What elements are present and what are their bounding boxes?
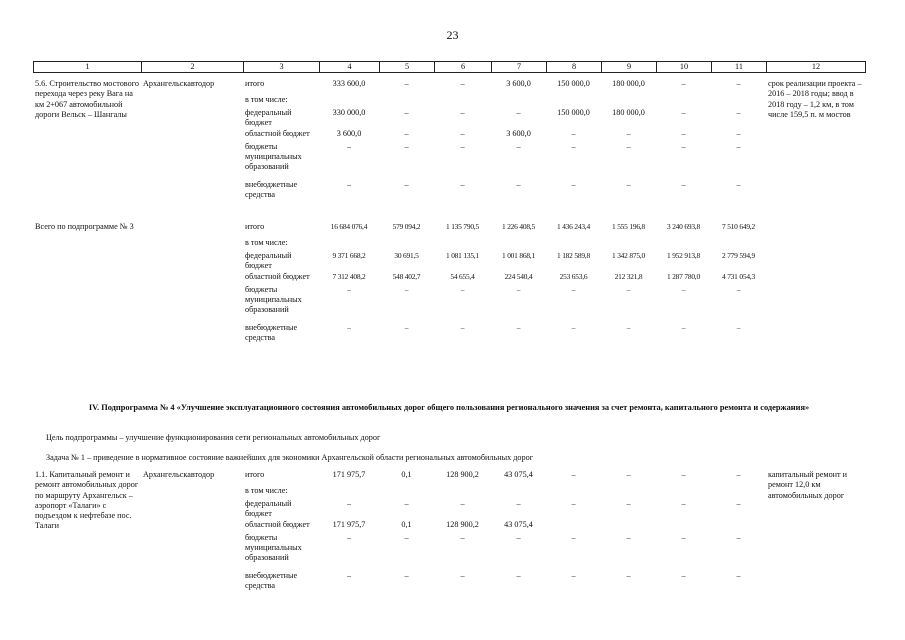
value-cell: – bbox=[571, 532, 576, 542]
value-cell: – bbox=[626, 470, 631, 479]
value-cell bbox=[601, 520, 656, 533]
value-cell: 7 312 408,2 bbox=[332, 271, 366, 281]
value-cell: – bbox=[681, 322, 686, 332]
value-cell: – bbox=[736, 179, 741, 189]
value-cell: 579 094,2 bbox=[392, 222, 421, 231]
value-cell: – bbox=[460, 128, 465, 138]
value-cell: 3 600,0 bbox=[506, 128, 531, 138]
value-cell bbox=[711, 520, 766, 533]
value-cell bbox=[546, 238, 601, 251]
value-cell bbox=[319, 486, 379, 499]
value-cell: – bbox=[571, 470, 576, 479]
funding-source-label: бюджеты муниципальных образований bbox=[245, 532, 302, 562]
value-cell: – bbox=[736, 532, 741, 542]
value-cell: – bbox=[681, 141, 686, 151]
value-cell: 1 952 913,8 bbox=[667, 251, 700, 260]
value-cell: 1 226 408,5 bbox=[502, 222, 535, 231]
value-cell: 1 182 589,8 bbox=[557, 251, 590, 260]
funding-source-label: в том числе: bbox=[245, 486, 288, 495]
value-cell: – bbox=[571, 284, 576, 294]
value-cell: – bbox=[404, 108, 409, 117]
value-cell bbox=[319, 238, 379, 251]
value-cell: – bbox=[346, 532, 352, 542]
funding-source-label: итого bbox=[245, 79, 265, 88]
funding-source-label: федеральный бюджет bbox=[245, 499, 292, 519]
value-cell: – bbox=[571, 141, 576, 151]
funding-source-label: внебюджетные средства bbox=[245, 570, 298, 590]
value-cell bbox=[546, 95, 601, 108]
col-header: 8 bbox=[547, 62, 602, 73]
value-cell: – bbox=[347, 284, 351, 294]
value-cell bbox=[379, 486, 434, 499]
value-cell: – bbox=[571, 570, 576, 580]
value-cell: – bbox=[736, 499, 741, 508]
value-cell: 1 135 790,5 bbox=[446, 222, 479, 231]
funding-source-label: внебюджетные средства bbox=[245, 179, 298, 199]
value-cell: 2 779 594,9 bbox=[722, 251, 755, 260]
value-cell: 330 000,0 bbox=[332, 108, 366, 117]
value-cell: 0,1 bbox=[401, 519, 412, 529]
value-cell: 171 975,7 bbox=[332, 519, 366, 529]
funding-source-label: в том числе: bbox=[245, 238, 288, 247]
value-cell: 180 000,0 bbox=[612, 79, 645, 88]
value-cell: – bbox=[404, 532, 409, 542]
value-cell: – bbox=[516, 108, 521, 117]
value-cell: – bbox=[681, 108, 686, 117]
value-cell: – bbox=[460, 141, 465, 151]
page-number: 23 bbox=[446, 28, 459, 42]
value-cell: – bbox=[626, 532, 631, 542]
funding-table-block-1-2 bbox=[33, 79, 865, 343]
value-cell: – bbox=[736, 128, 741, 138]
value-cell: 0,1 bbox=[401, 470, 412, 479]
col-header: 11 bbox=[712, 62, 767, 73]
value-cell bbox=[656, 95, 711, 108]
col-header: 3 bbox=[244, 62, 320, 73]
value-cell: – bbox=[460, 108, 465, 117]
value-cell: 253 653,6 bbox=[559, 271, 588, 281]
value-cell: 224 540,4 bbox=[504, 271, 533, 281]
value-cell: 1 555 196,8 bbox=[612, 222, 645, 231]
value-cell: 30 691,5 bbox=[394, 251, 419, 260]
value-cell bbox=[434, 486, 491, 499]
value-cell: – bbox=[736, 79, 741, 88]
measure-name: 5.6. Строительство мостового перехода через реку Вага на км 2+067 автомобильной дороги Вельск – Шангалы bbox=[35, 79, 139, 119]
table-row bbox=[33, 470, 865, 486]
funding-source-label: внебюджетные средства bbox=[245, 322, 298, 342]
value-cell: – bbox=[460, 532, 465, 542]
value-cell: – bbox=[516, 532, 521, 542]
value-cell: – bbox=[460, 284, 465, 294]
value-cell: – bbox=[516, 141, 521, 151]
col-header: 6 bbox=[435, 62, 492, 73]
executor: Архангельскавтодор bbox=[143, 79, 215, 88]
value-cell: – bbox=[626, 322, 631, 332]
value-cell: 43 075,4 bbox=[504, 470, 533, 479]
value-cell: – bbox=[571, 179, 576, 189]
value-cell: – bbox=[460, 499, 465, 508]
value-cell: 43 075,4 bbox=[504, 519, 533, 529]
col-header: 9 bbox=[602, 62, 657, 73]
value-cell bbox=[434, 95, 491, 108]
value-cell: – bbox=[460, 179, 465, 189]
funding-source-label: итого bbox=[245, 470, 265, 479]
funding-source-label: областной бюджет bbox=[245, 128, 310, 138]
value-cell bbox=[711, 95, 766, 108]
value-cell bbox=[491, 238, 546, 251]
value-cell: 3 600,0 bbox=[336, 128, 362, 138]
funding-source-label: бюджеты муниципальных образований bbox=[245, 284, 302, 314]
value-cell bbox=[491, 95, 546, 108]
block-talagi-road bbox=[33, 470, 865, 591]
value-cell bbox=[319, 95, 379, 108]
value-cell: 128 900,2 bbox=[446, 519, 479, 529]
value-cell bbox=[379, 238, 434, 251]
value-cell: 333 600,0 bbox=[332, 79, 366, 88]
value-cell: – bbox=[736, 108, 741, 117]
value-cell: – bbox=[404, 141, 409, 151]
value-cell: – bbox=[681, 284, 686, 294]
col-header: 1 bbox=[34, 62, 142, 73]
col-header: 10 bbox=[657, 62, 712, 73]
value-cell: – bbox=[346, 570, 352, 580]
value-cell bbox=[601, 486, 656, 499]
value-cell: 3 600,0 bbox=[506, 79, 531, 88]
value-cell: – bbox=[516, 179, 521, 189]
value-cell bbox=[491, 486, 546, 499]
value-cell: – bbox=[460, 570, 465, 580]
funding-source-label: итого bbox=[245, 222, 265, 231]
measure-name: Всего по подпрограмме № 3 bbox=[35, 222, 134, 231]
value-cell: – bbox=[404, 128, 409, 138]
value-cell: 128 900,2 bbox=[446, 470, 479, 479]
table-row bbox=[33, 79, 865, 95]
value-cell: – bbox=[626, 284, 631, 294]
value-cell: 548 402,7 bbox=[392, 271, 421, 281]
funding-source-label: федеральный бюджет bbox=[245, 251, 292, 271]
value-cell: – bbox=[681, 79, 686, 88]
value-cell: 1 287 780,0 bbox=[667, 271, 700, 281]
col-header: 12 bbox=[767, 62, 866, 73]
value-cell: 54 655,4 bbox=[450, 271, 475, 281]
col-header: 4 bbox=[320, 62, 380, 73]
value-cell: – bbox=[346, 179, 352, 189]
value-cell: – bbox=[460, 79, 465, 88]
value-cell bbox=[601, 238, 656, 251]
value-cell: – bbox=[404, 570, 409, 580]
value-cell bbox=[656, 238, 711, 251]
col-header: 5 bbox=[380, 62, 435, 73]
value-cell bbox=[546, 520, 601, 533]
col-header: 2 bbox=[142, 62, 244, 73]
value-cell bbox=[601, 95, 656, 108]
value-cell: – bbox=[626, 179, 631, 189]
value-cell: 7 510 649,2 bbox=[722, 222, 755, 231]
value-cell: – bbox=[736, 141, 741, 151]
value-cell: 1 081 135,1 bbox=[446, 251, 479, 260]
value-cell: – bbox=[681, 499, 686, 508]
value-cell: 4 731 054,3 bbox=[722, 271, 755, 281]
funding-source-label: областной бюджет bbox=[245, 271, 310, 281]
value-cell: 3 240 693,8 bbox=[667, 222, 700, 231]
value-cell: – bbox=[736, 570, 741, 580]
value-cell: – bbox=[736, 284, 741, 294]
value-cell: – bbox=[626, 499, 631, 508]
value-cell: – bbox=[681, 570, 686, 580]
value-cell: – bbox=[404, 79, 409, 88]
value-cell: 171 975,7 bbox=[332, 470, 366, 479]
value-cell: 180 000,0 bbox=[612, 108, 645, 117]
col-header: 7 bbox=[492, 62, 547, 73]
value-cell: – bbox=[736, 470, 741, 479]
value-cell bbox=[656, 520, 711, 533]
value-cell: – bbox=[681, 179, 686, 189]
subprogram-goal: Цель подпрограммы – улучшение функционирования сети региональных автомобильных дорог bbox=[46, 433, 381, 442]
value-cell: – bbox=[404, 179, 409, 189]
value-cell: – bbox=[626, 570, 631, 580]
expected-result-note: срок реализации проекта – 2016 – 2018 годы; ввод в 2018 году – 1,2 км, в том числе 159,5 п. м мостов bbox=[768, 79, 862, 119]
value-cell: – bbox=[346, 499, 352, 508]
executor bbox=[141, 222, 243, 343]
value-cell bbox=[711, 238, 766, 251]
block-bridge-vaga bbox=[33, 79, 865, 200]
value-cell: 1 436 243,4 bbox=[557, 222, 590, 231]
value-cell: – bbox=[681, 128, 686, 138]
expected-result-note bbox=[766, 222, 865, 343]
value-cell: – bbox=[404, 284, 409, 294]
value-cell: 1 342 875,0 bbox=[612, 251, 645, 260]
value-cell: – bbox=[516, 284, 521, 294]
value-cell: – bbox=[404, 499, 409, 508]
value-cell: 1 001 868,1 bbox=[502, 251, 535, 260]
expected-result-note: капитальный ремонт и ремонт 12,0 км автомобильных дорог bbox=[768, 470, 848, 500]
value-cell bbox=[546, 486, 601, 499]
value-cell: – bbox=[346, 141, 352, 151]
funding-source-label: федеральный бюджет bbox=[245, 108, 292, 128]
value-cell: – bbox=[571, 499, 576, 508]
value-cell: – bbox=[516, 322, 521, 332]
value-cell: – bbox=[460, 322, 465, 332]
funding-source-label: областной бюджет bbox=[245, 519, 310, 529]
value-cell: – bbox=[626, 128, 631, 138]
value-cell: – bbox=[626, 141, 631, 151]
value-cell bbox=[656, 486, 711, 499]
funding-source-label: в том числе: bbox=[245, 95, 288, 104]
value-cell: 150 000,0 bbox=[557, 108, 590, 117]
value-cell: – bbox=[516, 570, 521, 580]
value-cell: 9 371 668,2 bbox=[332, 251, 366, 260]
column-header-row bbox=[33, 61, 866, 73]
value-cell bbox=[379, 95, 434, 108]
task-1: Задача № 1 – приведение в нормативное состояние важнейших для экономики Архангельской области региональных автомобильных дорог bbox=[46, 453, 534, 462]
value-cell bbox=[711, 486, 766, 499]
section-title: IV. Подпрограмма № 4 «Улучшение эксплуатационного состояния автомобильных дорог общего пользования регионального значения за счет ремонта, капитального ремонта и содержания» bbox=[88, 403, 810, 412]
value-cell: 16 684 076,4 bbox=[330, 222, 368, 231]
value-cell: – bbox=[404, 322, 409, 332]
value-cell: 212 321,8 bbox=[614, 271, 643, 281]
block-total-subprogram-3 bbox=[33, 222, 865, 343]
executor: Архангельскавтодор bbox=[143, 470, 215, 479]
value-cell: – bbox=[681, 532, 686, 542]
value-cell: – bbox=[571, 322, 576, 332]
funding-source-label: бюджеты муниципальных образований bbox=[245, 141, 302, 171]
measure-name: 1.1. Капитальный ремонт и ремонт автомобильных дорог по маршруту Архангельск – аэропорт «Талаги» с подъездом к нефтебазе пос. Талаги bbox=[35, 470, 139, 531]
value-cell: – bbox=[571, 128, 576, 138]
block-spacer bbox=[33, 200, 865, 222]
value-cell: – bbox=[516, 499, 521, 508]
value-cell: 150 000,0 bbox=[557, 79, 590, 88]
value-cell: – bbox=[736, 322, 741, 332]
table-row bbox=[33, 222, 865, 238]
value-cell bbox=[434, 238, 491, 251]
funding-table-block-3 bbox=[33, 470, 865, 591]
value-cell: – bbox=[347, 322, 351, 332]
value-cell: – bbox=[681, 470, 686, 479]
